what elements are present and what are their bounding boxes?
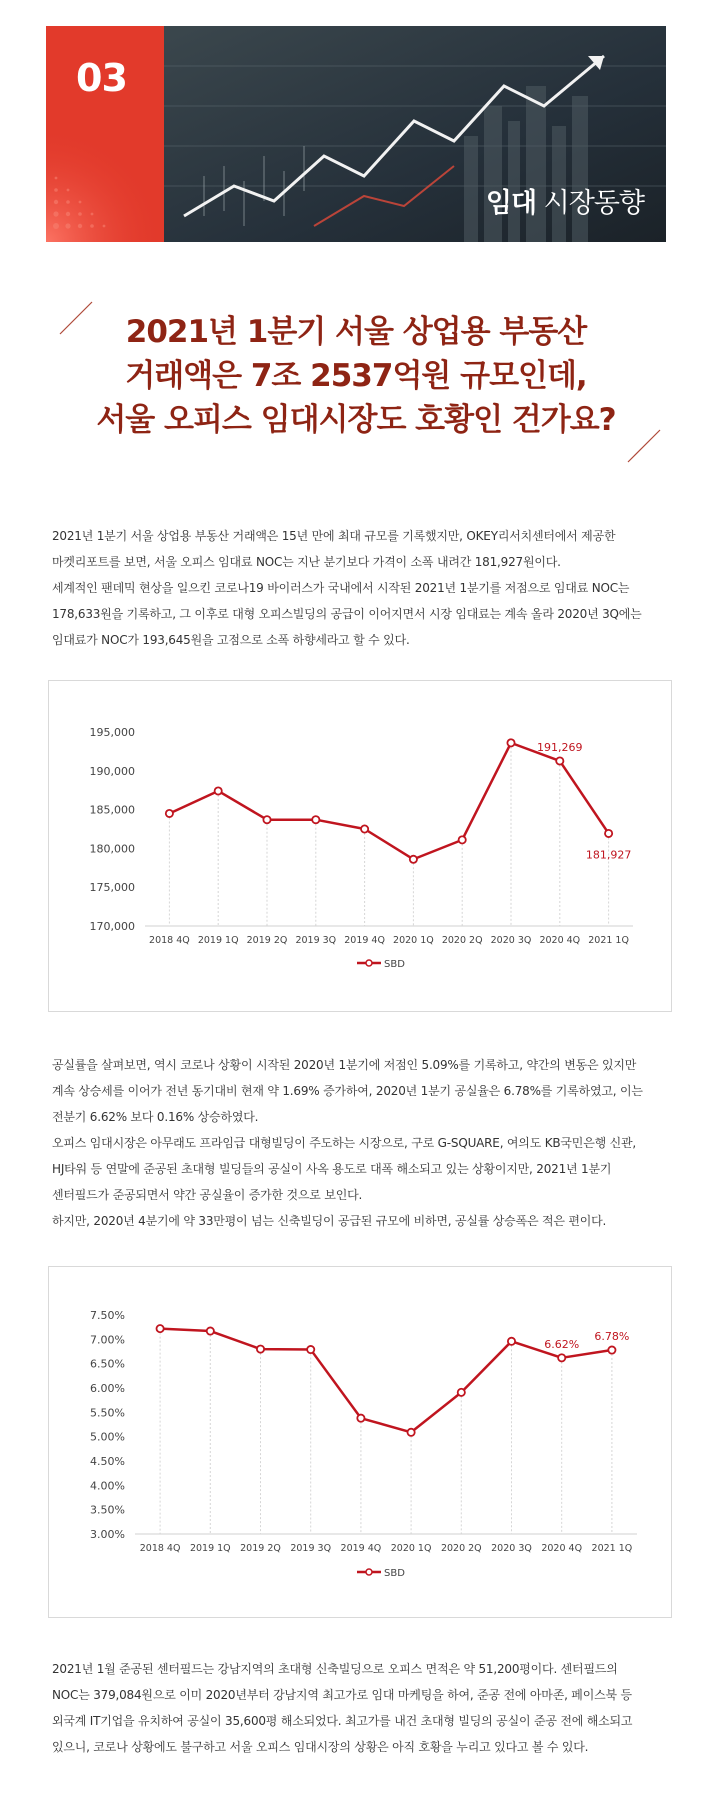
headline-line-1: 2021년 1분기 서울 상업용 부동산 xyxy=(125,314,587,350)
x-tick-label: 2020 2Q xyxy=(441,935,483,946)
data-point xyxy=(307,1346,314,1353)
data-point xyxy=(558,1354,565,1361)
y-tick-label: 5.00% xyxy=(90,1430,125,1444)
x-tick-label: 2021 1Q xyxy=(588,935,629,946)
paragraph-line: 있으니, 코로나 상황에도 불구하고 서울 오피스 임대시장의 상황은 아직 호황을 누리고 있다고 볼 수 있다. xyxy=(52,1740,589,1754)
vacancy-line-chart xyxy=(49,1267,671,1617)
x-tick-label: 2018 4Q xyxy=(149,935,190,946)
x-tick-label: 2019 1Q xyxy=(197,935,239,946)
data-label: 6.78% xyxy=(594,1330,630,1344)
y-tick-label: 170,000 xyxy=(89,920,135,933)
data-point xyxy=(608,1346,615,1353)
y-tick-label: 190,000 xyxy=(89,764,135,778)
paragraph-line: 센터필드가 준공되면서 약간 공실율이 증가한 것으로 보인다. xyxy=(52,1188,363,1202)
x-tick-label: 2020 1Q xyxy=(393,935,434,946)
legend-marker-icon xyxy=(366,960,372,966)
y-tick-label: 6.00% xyxy=(90,1382,125,1395)
rent-chart-box xyxy=(48,680,672,1012)
paragraph-line: NOC는 379,084원으로 이미 2020년부터 강남지역 최고가로 임대 마케팅을 하여, 준공 전에 아마존, 페이스북 등 xyxy=(52,1688,632,1702)
data-point xyxy=(410,856,417,863)
rent-line-chart xyxy=(49,681,671,1011)
y-tick-label: 195,000 xyxy=(89,726,135,739)
data-point xyxy=(263,816,270,823)
paragraph-line: 하지만, 2020년 4분기에 약 33만평이 넘는 신축빌딩이 공급된 규모에 비하면, 공실률 상승폭은 적은 편이다. xyxy=(52,1214,607,1228)
y-tick-label: 7.50% xyxy=(90,1309,125,1322)
y-tick-label: 3.50% xyxy=(90,1503,125,1517)
legend-label: SBD xyxy=(384,1568,405,1579)
paragraph-line: 세계적인 팬데믹 현상을 일으킨 코로나19 바이러스가 국내에서 시작된 2021년 1분기를 저점으로 임대료 NOC는 xyxy=(52,581,630,595)
data-point xyxy=(361,825,368,832)
data-label: 181,927 xyxy=(585,848,632,862)
data-point xyxy=(507,739,514,746)
paragraph-line: 외국계 IT기업을 유치하여 공실이 35,600평 해소되었다. 최고가를 내건 초대형 빌딩의 공실이 준공 전에 해소되고 xyxy=(52,1714,633,1728)
y-tick-label: 175,000 xyxy=(89,881,135,895)
data-point xyxy=(312,816,319,823)
data-point xyxy=(207,1327,214,1334)
x-tick-label: 2020 4Q xyxy=(541,1543,583,1554)
y-tick-label: 7.00% xyxy=(90,1333,125,1347)
x-tick-label: 2020 1Q xyxy=(390,1543,432,1554)
x-tick-label: 2021 1Q xyxy=(591,1543,633,1554)
legend-label: SBD xyxy=(384,959,405,970)
x-tick-label: 2019 4Q xyxy=(344,935,385,946)
data-point xyxy=(257,1345,264,1352)
paragraph-line: HJ타워 등 연말에 준공된 초대형 빌딩들의 공실이 사옥 용도로 대폭 해소되고 있는 상황이지만, 2021년 1분기 xyxy=(52,1162,612,1176)
paragraph-rent xyxy=(52,523,664,653)
x-tick-label: 2019 4Q xyxy=(340,1543,382,1554)
legend-marker-icon xyxy=(366,1569,372,1575)
x-tick-label: 2020 4Q xyxy=(539,935,581,946)
banner-title-light: 시장동향 xyxy=(543,188,644,219)
data-point xyxy=(408,1429,415,1436)
y-tick-label: 5.50% xyxy=(90,1406,125,1420)
paragraph-line: 178,633원을 기록하고, 그 이후로 대형 오피스빌딩의 공급이 이어지면서 시장 임대료는 계속 올라 2020년 3Q에는 xyxy=(52,607,642,621)
x-tick-label: 2018 4Q xyxy=(139,1543,181,1554)
vacancy-chart-box xyxy=(48,1266,672,1618)
data-point xyxy=(458,1389,465,1396)
section-number: 03 xyxy=(76,56,127,100)
section-banner xyxy=(46,26,666,242)
x-tick-label: 2019 2Q xyxy=(246,935,288,946)
y-tick-label: 4.00% xyxy=(90,1479,125,1493)
x-tick-label: 2019 3Q xyxy=(290,1543,332,1554)
headline-line-3: 서울 오피스 임대시장도 호황인 건가요? xyxy=(96,402,616,438)
headline-line-2: 거래액은 7조 2537억원 규모인데, xyxy=(125,358,587,394)
paragraph-line: 마켓리포트를 보면, 서울 오피스 임대료 NOC는 지난 분기보다 가격이 소폭 내려간 181,927원이다. xyxy=(52,555,561,569)
data-label: 191,269 xyxy=(537,740,583,754)
data-label: 6.62% xyxy=(544,1337,580,1351)
y-tick-label: 6.50% xyxy=(90,1357,125,1371)
banner-title xyxy=(486,181,644,220)
data-point xyxy=(357,1415,364,1422)
banner-title-bold: 임대 xyxy=(485,188,537,219)
data-point xyxy=(605,830,612,837)
y-tick-label: 4.50% xyxy=(90,1455,125,1468)
data-point xyxy=(157,1325,164,1332)
x-tick-label: 2019 2Q xyxy=(240,1543,281,1554)
data-point xyxy=(166,810,173,817)
y-tick-label: 3.00% xyxy=(90,1528,125,1541)
paragraph-line: 오피스 임대시장은 아무래도 프라임급 대형빌딩이 주도하는 시장으로, 구로 G-SQUARE, 여의도 KB국민은행 신관, xyxy=(52,1136,636,1150)
paragraph-line: 공실률을 살펴보면, 역시 코로나 상황이 시작된 2020년 1분기에 저점인 5.09%를 기록하고, 약간의 변동은 있지만 xyxy=(52,1058,637,1072)
x-tick-label: 2020 2Q xyxy=(440,1543,482,1554)
y-tick-label: 180,000 xyxy=(89,842,135,856)
paragraph-line: 계속 상승세를 이어가 전년 동기대비 현재 약 1.69% 증가하여, 2020년 1분기 공실율은 6.78%를 기록하였고, 이는 xyxy=(52,1084,643,1098)
paragraph-line: 전분기 6.62% 보다 0.16% 상승하였다. xyxy=(52,1110,259,1124)
paragraph-vacancy xyxy=(52,1052,664,1234)
data-point xyxy=(459,836,466,843)
y-tick-label: 185,000 xyxy=(89,803,135,817)
series-line-sbd xyxy=(169,740,608,859)
x-tick-label: 2019 3Q xyxy=(295,935,337,946)
paragraph-line: 임대료가 NOC가 193,645원을 고점으로 소폭 하향세라고 할 수 있다. xyxy=(52,633,410,647)
x-tick-label: 2019 1Q xyxy=(189,1543,231,1554)
paragraph-line: 2021년 1분기 서울 상업용 부동산 거래액은 15년 만에 최대 규모를 기록했지만, OKEY리서치센터에서 제공한 xyxy=(52,529,616,543)
section-number-block xyxy=(46,26,164,242)
data-point xyxy=(215,787,222,794)
paragraph-centerfield xyxy=(52,1656,664,1760)
x-tick-label: 2020 3Q xyxy=(490,935,532,946)
data-point xyxy=(556,757,563,764)
data-point xyxy=(508,1338,515,1345)
page-headline xyxy=(46,310,666,442)
paragraph-line: 2021년 1월 준공된 센터필드는 강남지역의 초대형 신축빌딩으로 오피스 면적은 약 51,200평이다. 센터필드의 xyxy=(52,1662,618,1676)
x-tick-label: 2020 3Q xyxy=(491,1543,532,1554)
